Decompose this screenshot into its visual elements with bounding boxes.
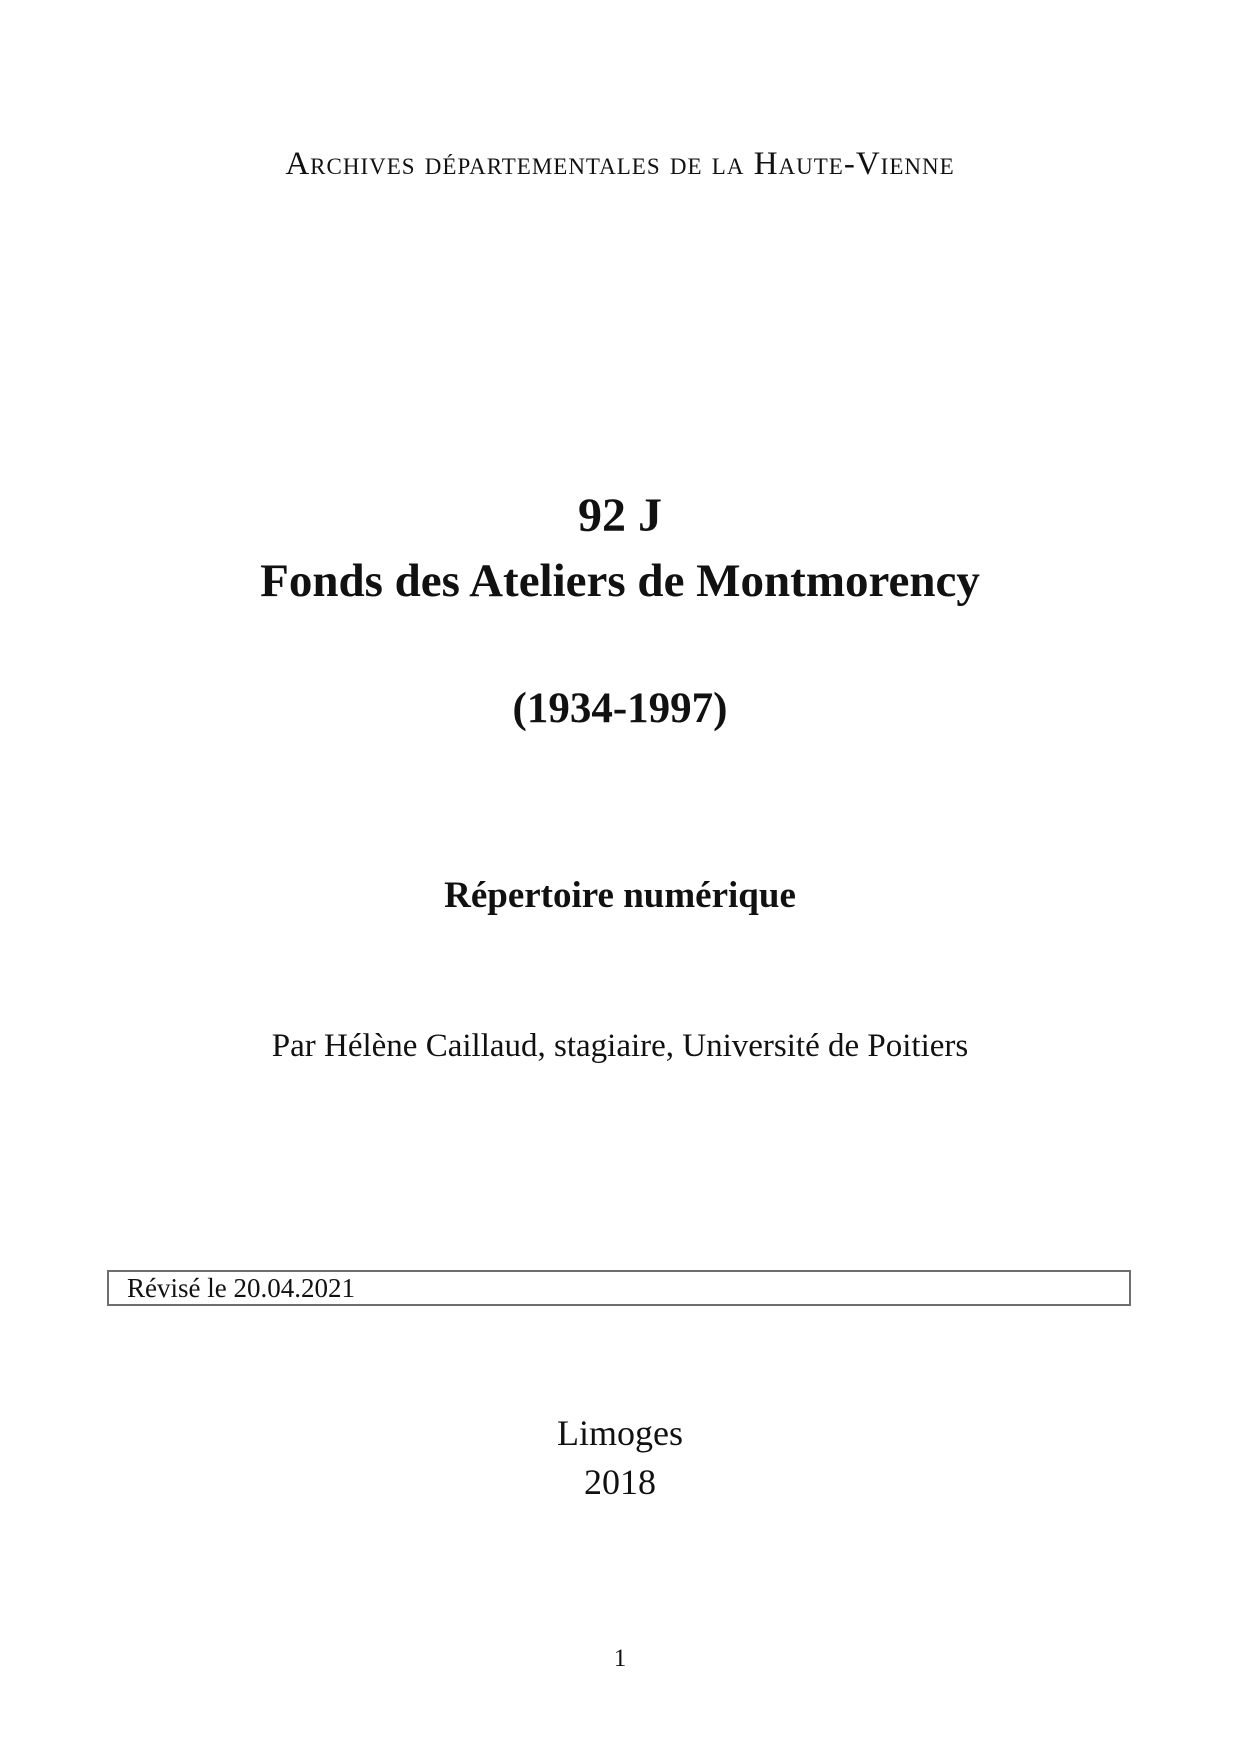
page-number: 1: [613, 1645, 627, 1672]
fonds-title: Fonds des Ateliers de Montmorency: [260, 555, 980, 607]
institution-header: Archives départementales de la Haute-Vienne: [285, 146, 955, 182]
revision-note-text: Révisé le 20.04.2021: [127, 1273, 355, 1303]
publication-place: Limoges: [557, 1413, 683, 1453]
fonds-date-range: (1934-1997): [512, 685, 728, 732]
author-line: Par Hélène Caillaud, stagiaire, Université de Poitiers: [271, 1028, 969, 1064]
fonds-cote: 92 J: [578, 489, 662, 542]
revision-note-box: [107, 1270, 1131, 1306]
document-type-subtitle: Répertoire numérique: [444, 875, 796, 916]
publication-year: 2018: [584, 1462, 656, 1502]
